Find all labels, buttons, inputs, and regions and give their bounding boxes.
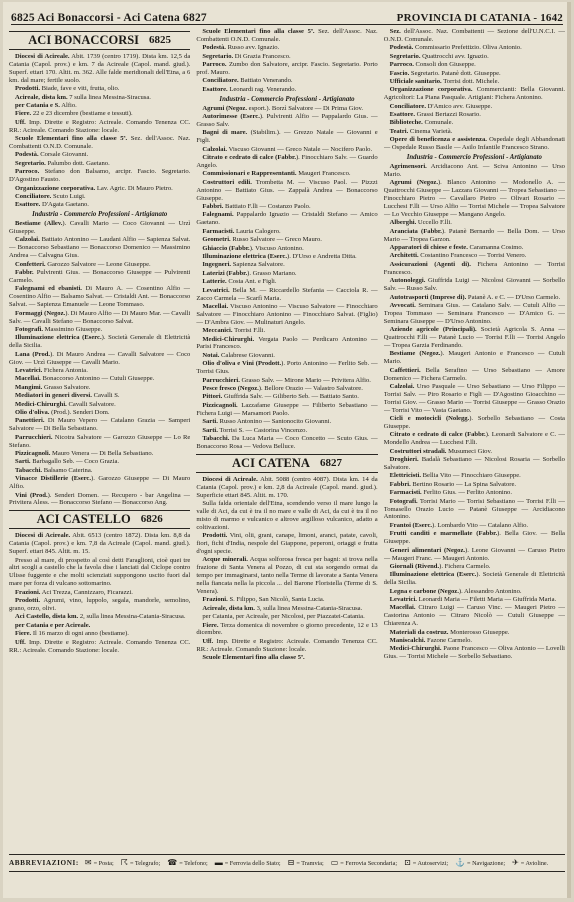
entry-paragraph: Fotografi. Torrisi Mario — Torrisi Sebastiano — Torrisi F.lli — Tomasello Orazio Lucio — Patanè Giuseppe — Arcidiacono Antonino. <box>383 497 565 521</box>
entry-paragraph: Autonoleggi. Giuffrida Luigi — Nicolosi Giovanni — Sorbello Salv. — Russo Salv. <box>383 277 565 293</box>
entry-paragraph: Bestiame (Allev.). Cavalli Mario — Coco Giovanni — Urzì Giuseppe. <box>9 220 191 236</box>
entry-paragraph: Pittori. Giuffrida Salv. — Giliberto Seb. — Battiato Santo. <box>202 393 359 401</box>
abbreviation-item <box>167 859 208 867</box>
entry-paragraph: Agrimensori. Arcidiacono Ant. — Sciva Antonino — Urso Mario. <box>383 163 565 178</box>
abbreviation-item <box>215 859 281 867</box>
entry-paragraph: Falegnami. Pappalardo Ignazio — Cristaldi Stefano — Amico Gaetano. <box>196 211 378 227</box>
column-3 <box>384 28 565 854</box>
abbreviations-list <box>85 859 548 867</box>
entry-paragraph: Parrucchieri. Nicotra Salvatore — Garozzo Giuseppe — Lo Re Stefano. <box>9 433 191 449</box>
entry-paragraph: Podestà. Russo avv. Ignazio. <box>202 44 280 52</box>
entry-paragraph: Levatrici. Fichera Antonia. <box>15 366 88 374</box>
running-header <box>11 8 563 25</box>
entry-paragraph: Fiere. Il 16 marzo di ogni anno (bestiame). <box>15 630 129 638</box>
header-right: PROVINCIA DI CATANIA - 1642 <box>396 12 563 24</box>
entry-paragraph: Agrumi (Negoz.). Blanco Antonino — Modonello A. — Quattrocchi Giuseppe — Lazzara Giovanni — Tropea Sebastiano — Finocchiaro Pietro — Cavallaro Pietro — Olivari Rosario — Lucchesi F.lli — Urso Alfio — Torrisi Michele — Tropea Salvatore — Lo Vecchio Giuseppe — Mangano Angelo. <box>383 179 565 218</box>
abbreviation-label: = Telegrafo; <box>129 859 161 867</box>
abbreviation-item <box>331 859 397 867</box>
entry-paragraph: Prodotti. Agrumi, vino, luppolo, segala, mandorle, semolino, grano, orzo, olivi. <box>9 597 191 612</box>
entry-paragraph: Olio d'oliva. (Prod.). Senderi Dom. <box>15 408 110 416</box>
post-icon: ✉ <box>84 858 92 867</box>
entry-paragraph: Frantoi (Eserc.). Lombardo Vito — Catalano Alfio. <box>389 521 529 529</box>
entry-paragraph: Pizzicagnoli. Mauro Venera — Di Bella Sebastiano. <box>15 450 154 457</box>
entry-paragraph: Vini (Prod.). Senderi Domen. — Recupero - bar Angelina — Privitera Aless. — Bonaccorso Stefano — Bonaccorso Ang. <box>9 491 191 507</box>
entry-paragraph: Materiali da costruz. Monterosso Giuseppe. <box>389 628 510 636</box>
entry-paragraph: Segretario. Quattrocchi avv. Ignazio. <box>389 52 489 60</box>
entry-paragraph: Segretario. Palumbo dott. Gaetano. <box>15 159 110 167</box>
entry-paragraph: Mediatori in generi diversi. Cavalli S. <box>15 392 120 400</box>
abbreviations-bar <box>9 854 565 872</box>
abbreviation-label: = Tramvia; <box>296 859 324 867</box>
abbreviation-item <box>288 859 324 867</box>
entry-paragraph: Avvocati. Seminara Gius. — Catalano Salv. — Cutuli Alfio — Tropea Tommaso — Seminara Francesco — D'Amico G. — Seminara Giuseppe — D'Urso Antonino. <box>383 301 565 325</box>
entry-paragraph: Organizzazione corporativa. Lav. Agric. Di Mauro Pietro. <box>15 184 173 192</box>
entry-paragraph: Citrato e cedrato di calce (Fabbr.). Leonardi Salvatore e C. — Mondello Andrea — Lucchesi F.lli. <box>383 431 565 447</box>
abbreviation-label: = Posta; <box>93 859 114 867</box>
entry-paragraph: Citrato e cedrato di calce (Fabbr.). Finocchiaro Salv. — Guardo Angelo. <box>196 154 378 169</box>
entry-paragraph: Conciliatore. Scuto Luigi. <box>15 192 86 200</box>
entry-paragraph: Formaggi (Negoz.). Di Mauro Alfio — Di Mauro Mar. — Cavalli Salv. — Cavalli Stefano — Bonaccorso Salvat. <box>9 309 191 325</box>
entry-paragraph: Podestà. Corsale Giovanni. <box>15 151 89 159</box>
entry-paragraph: Aziende agricole (Principali). Società Agricola S. Anna — Quattrocchi F.lli — Patanè Lucio — Torrisi F.lli — Torrisi Angelo — Tropea Garzia Ferdinando. <box>383 326 565 349</box>
entry-paragraph: Ghiaccio (Fabbr.). Viscuso Antonino. <box>202 244 304 252</box>
entry-paragraph: Pesce fresco (Negoz.). Bellore Orazio — Valastro Salvatore. <box>202 384 363 392</box>
entry-paragraph: Parroco. Zumbo don Salvatore, arcipr. Fascio. Segretario. Porto prof. Mauro. <box>196 61 378 77</box>
entry-paragraph: Costruttori stradali. Musumeci Giov. <box>389 447 492 455</box>
abbreviation-label: = Navigazione; <box>467 859 506 867</box>
entry-paragraph: Calzolai. Viscuso Giovanni — Greco Natale — Nocifero Paolo. <box>202 145 373 153</box>
entry-paragraph: Caffettieri. Bella Serafino — Urso Sebastiano — Amore Domenico — Fichera Carmelo. <box>383 366 565 382</box>
airline-icon: ✈ <box>512 858 519 867</box>
entry-paragraph: Latterie. Costa Ant. e Figli. <box>202 278 277 286</box>
abbreviation-label: = Ferrovia Secondaria; <box>340 859 398 867</box>
entry-paragraph: Calzolai. Urso Pasquale — Urso Sebastiano — Urso Filippo — Torrisi Salv. — Piro Rosario e Figli — D'Agostino Gioacchino — Torrisi Giov. — Grasso Mario — Torrisi Giuseppe — Grasso Orazio — Torrisi Vito — Vasta Gaetano. <box>383 382 565 414</box>
abbreviation-item <box>85 859 114 867</box>
section-heading <box>9 510 190 529</box>
entry-paragraph: Esattore. Grassi Bertazzi Rosario. <box>389 111 481 119</box>
entry-paragraph: Biblioteche. Comunale. <box>389 119 454 127</box>
entry-paragraph: Giornali (Rivend.). Fichera Carmelo. <box>389 562 491 570</box>
entry-paragraph: Mangimi. Grasso Salvatore. <box>15 383 91 391</box>
entry-paragraph: Conciliatore. Battiato Venerando. <box>202 77 293 85</box>
abbreviation-item <box>121 859 160 867</box>
entry-paragraph: Organizzazione corporativa. Commercianti: Bella Giovanni. Agricoltori: La Piana Pasquale. Artigiani: Fichera Antonino. <box>383 86 565 102</box>
entry-paragraph: Uff. Imp. Dirette e Registro: Acireale. Comando Tenenza CC. RR.: Acireale. Comando Stazione: locale. <box>9 638 191 654</box>
entry-paragraph: Sarti. Barbagallo Seb. — Coco Grazia. <box>15 458 120 466</box>
entry-paragraph: Droghieri. Badalà Sebastiano — Nicolosi Rosaria — Sorbello Salvatore. <box>383 456 565 472</box>
entry-paragraph: Presso al mare, di prospetto al così detti Faraglioni, cioè quei tre altri scogli a castello che la favola dise i lanciati dal Ciclope contro Ulisse fuggente e che molti scienziati suppongono uscito fuori dal mare per forza di vulcano sottomarino. <box>9 556 191 588</box>
entry-paragraph: Aranciata (Fabbr.). Patanè Bernardo — Bella Dom. — Urso Mario — Tropea Garzon. <box>383 227 565 243</box>
section-number: 6827 <box>319 456 342 469</box>
entry-paragraph: Acireale, dista km. 7 sulla linea Messina-Siracusa. <box>15 93 151 101</box>
entry-paragraph: Commissionari e Rappresentanti. Maugeri Francesco. <box>202 170 351 178</box>
entry-paragraph: Costruttori edili. Trombetta M. — Viscuso Paol. — Pizzzi Antonino — Battiato Gius. — Zappalà Andrea — Bonaccorso Giuseppe. <box>196 178 378 202</box>
entry-paragraph: Laterizi (Fabbr.). Grasso Mariano. <box>202 269 297 277</box>
abbreviation-item <box>455 859 505 867</box>
entry-paragraph: Assicurazioni (Agenti di). Fichera Antonino — Torrisi Francesco. <box>383 260 565 276</box>
text-columns <box>9 28 565 854</box>
section-number: 6826 <box>140 513 163 526</box>
entry-paragraph: Opere di beneficenza e assistenza. Ospedale degli Abbandonati — Ospedale Russo Basile — Asilo Infantile Francesco Strano. <box>383 136 565 152</box>
entry-paragraph: Acireale, dista km. 3, sulla linea Messina-Catania-Siracusa. <box>202 604 363 612</box>
entry-paragraph: Frazioni. S. Filippo, San Nicolò, Santa Lucia. <box>202 596 325 604</box>
entry-paragraph: Sarti. Russo Antonino — Santonocito Giovanni. <box>202 418 332 426</box>
section-number: 6825 <box>149 34 172 46</box>
entry-paragraph: Sarti. Torrisi S. — Castorina Vincenzo. <box>202 426 308 434</box>
entry-paragraph: Tabacchi. Da Luca Maria — Coco Concetto — Scuto Gius. — Bonaccorso Rosa — Vedova Belluce. <box>196 434 378 450</box>
telephone-icon: ☎ <box>167 858 178 867</box>
entry-paragraph: Diocesi di Acireale. Abit. 6513 (centro 1872). Dista km. 8,8 da Catania (Capol. prov.) e km. 7,8 da Acireale (Capol. mand. giud.). Superf. ettari 845. Altit. m. 15. <box>9 532 191 556</box>
entry-paragraph: Macellai. Bonaccorso Antonino — Cutuli Giuseppe. <box>15 375 155 383</box>
entry-paragraph: Apparatori di chiese e feste. Caramanna Cosimo. <box>389 244 524 252</box>
entry-paragraph: Medici-Chirurghi. Paone Francesco — Oliva Antonio — Lovelli Gius. — Torrisi Michele — Sorbello Sebastiano. <box>383 645 565 661</box>
abbreviation-label: = Avioline. <box>520 859 549 867</box>
entry-paragraph: Podestà. Commissario Prefettizio. Oliva Antonio. <box>389 44 522 52</box>
entry-paragraph: Meccanici. Torrisi F.lli. <box>202 327 266 335</box>
abbreviation-label: = Ferrovia dello Stato; <box>224 859 281 867</box>
entry-paragraph: Lana (Prod.). Di Mauro Andrea — Cavalli Salvatore — Coco Giov. — Urzì Giuseppe — Cavalli Mario. <box>9 350 191 366</box>
entry-paragraph: Tabacchi. Balsamo Caterina. <box>15 466 93 474</box>
entry-paragraph: Fotografi. Massimino Giuseppe. <box>15 325 103 333</box>
subsection-heading: Industria - Commercio Professioni - Artigianato <box>219 95 355 103</box>
subsection-heading: Industria - Commercio Professioni - Artigianato <box>32 211 168 219</box>
entry-paragraph: Notai. Calabrese Giovanni. <box>202 351 275 359</box>
entry-paragraph: Bagni di mare. (Stabilim.). — Grezzo Natale — Giovanni e Figli. <box>196 129 378 145</box>
section-title: ACI CATENA <box>232 455 310 470</box>
entry-paragraph: Macellai. Viscuso Antonino — Viscuso Salvatore — Finocchiaro Salvatore — Finocchiaro Antonino — Finocchiaro Salvat. (Figlio) — D'Ambra Giov. — Mulinaturi Angelo. <box>196 302 378 326</box>
abbreviations-title: ABBREVIAZIONI: <box>9 859 79 867</box>
entry-paragraph: Teatri. Cinema Varietà. <box>389 127 453 135</box>
entry-paragraph: Elettricisti. Bellia Vito — Finocchiaro Giuseppe. <box>389 472 521 480</box>
column-2 <box>196 28 377 854</box>
section-heading <box>196 454 377 473</box>
section-title: ACI CASTELLO <box>36 512 131 527</box>
entry-paragraph: Generi alimentari (Negoz.). Leone Giovanni — Caruso Pietro — Maugeri Franc. — Maugeri Antonio. <box>383 546 565 562</box>
entry-paragraph: Conciliatore. D'Amico avv. Giuseppe. <box>389 102 493 110</box>
entry-paragraph: per Catania, per Acireale, per Nicolosi, per Piazzatei-Catania. <box>202 613 365 621</box>
entry-paragraph: Autotrasporti (Imprese di). Patanè A. e C. — D'Urso Carmelo. <box>389 293 561 301</box>
subsection-heading: Industria - Commercio Professioni - Artigianato <box>406 154 542 162</box>
entry-paragraph: Medici-Chirurghi. Vergata Paolo — Perdicaro Antonino — Parisi Francesco. <box>196 335 378 351</box>
entry-paragraph: Farmacisti. Lauria Calogero. <box>202 227 281 235</box>
entry-paragraph: Architetti. Costantino Francesco — Torrisi Venero. <box>389 252 527 260</box>
entry-paragraph: Scuole Elementari fino alla classe 5ª. Sez. dell'Assoc. Naz. Combattenti O.N.D. Comunale. <box>196 28 378 43</box>
abbreviation-label: = Autoservizi; <box>412 859 449 867</box>
entry-paragraph: Agrumi (Negoz. esport.). Borzì Salvatore — Di Prima Giov. <box>202 104 364 112</box>
entry-paragraph: Bestiame (Negoz.). Maugeri Antonio e Francesco — Cutuli Mario. <box>383 350 565 366</box>
entry-paragraph: Legna e carbone (Negoz.). Alessandro Antonino. <box>389 587 522 595</box>
entry-paragraph: Frutti canditi e marmellate (Fabbr.). Bella Giov. — Bella Giuseppe. <box>383 530 565 546</box>
entry-paragraph: Olio d'oliva e Vini (Prodott.). Porto Antonino — Ferlito Seb. — Torrisi Gius. <box>196 360 378 376</box>
secondary-railway-icon: ▭ <box>330 858 339 867</box>
entry-paragraph: Confetteri. Garozzo Salvatore — Leone Giuseppe. <box>15 260 151 268</box>
entry-paragraph: Macellai. Citraro Luigi — Caruso Vinc. — Maugeri Pietro — Castorina Antonio — Citraro Nicolò — Cutuli Giuseppe — Chiarenza A. <box>383 604 565 628</box>
entry-paragraph: Farmacisti. Ferlito Gius. — Ferlito Antonino. <box>389 489 513 497</box>
entry-paragraph: Diocesi di Acireale. Abit. 1739 (centro 1719). Dista km. 12,5 da Catania (Capol. prov.) e km. 7 da Acireale (Capol. mand. giud.). Superf. ettari 170. Altit. m. 362. Alle falde meridionali dell'Etna, a 6 km. dal mare; fertile suolo. <box>9 53 191 84</box>
entry-paragraph: per Catania e per Acireale. <box>15 621 91 629</box>
entry-paragraph: Scuole Elementari fino alla classe 5ª. <box>202 654 305 662</box>
entry-paragraph: Prodotti. Vini, olii, grani, canape, limoni, aranci, patate, cavoli, fiori, fichi d'India, nespole del Giappone, peperoni, ortaggi e frutta d'ogni specie. <box>196 532 378 555</box>
entry-paragraph: Fiere. Terza domenica di novembre o giorno precedente, 12 e 13 dicembre. <box>196 621 378 637</box>
entry-paragraph: Diocesi di Acireale. Abit. 5088 (centro 4087). Dista km. 14 da Catania (Capol. prov.) e km. 2,8 da Acireale (Capol. mand. giud.). Superficie ettari 845. Altit. m. 170. <box>196 475 378 499</box>
entry-paragraph: Ufficiale sanitario. Torrisi dott. Michele. <box>389 77 500 85</box>
abbreviation-label: = Telefono; <box>179 859 208 867</box>
abbreviation-item <box>512 859 548 867</box>
entry-paragraph: Cicli e motocicli (Nolegg.). Sorbello Sebastiano — Costa Giuseppe. <box>383 415 565 430</box>
entry-paragraph: Scuole Elementari fino alla classe 5ª. Sez. dell'Assoc. Naz. Combattenti O.N.D. Comunale. <box>9 135 191 150</box>
entry-paragraph: Frazioni. Aci Trezza, Cannizzaro, Ficarazzi. <box>15 588 133 596</box>
entry-paragraph: Parroco. Consoli don Giuseppe. <box>389 61 476 69</box>
entry-paragraph: Pizzicagnoli. Lazzafame Giuseppe — Filiberto Sebastiano — Fichera Luigi — Marsamori Paolo. <box>196 401 378 417</box>
entry-paragraph: Calzolai. Battiato Antonino — Laudani Alfio — Sapienza Salvat. — Bonaccorso Sebastiano — Bonaccorso Domenico — Massimino Andrea — Calvagna Gius. <box>9 236 191 260</box>
entry-paragraph: Alberghi. Uccello F.lli. <box>389 219 452 227</box>
entry-paragraph: Sez. dell'Assoc. Naz. Combattenti — Sezione dell'U.N.C.I. — O.N.D. Comunale. <box>383 28 565 43</box>
entry-paragraph: Parrucchieri. Grasso Salv. — Mirone Mario — Privitera Alfio. <box>202 376 371 384</box>
entry-paragraph: Maniscalchi. Fazone Carmelo. <box>389 637 473 645</box>
entry-paragraph: Uff. Imp. Dirette e Registro: Acireale. Comando Tenenza CC. RR.: Acireale. Comando Stazione: locale. <box>196 637 378 653</box>
entry-paragraph: Illuminazione elettrica (Eserc.). Società Generale di Elettricità della Sicilia. <box>9 334 191 350</box>
section-heading <box>9 31 190 50</box>
entry-paragraph: Uff. Imp. Dirette e Registro: Acireale. Comando Tenenza CC. RR.: Acireale. Comando Stazione: locale. <box>9 118 191 134</box>
entry-paragraph: Aci Castello, dista km. 2, sulla linea Messina-Catania-Siracusa. <box>15 613 186 621</box>
entry-paragraph: Autorimesse (Eserc.). Pulvirenti Alfio — Pappalardo Gius. — Grasso Salv. <box>196 113 378 128</box>
entry-paragraph: Vinacce Distillerie (Eserc.). Garozzo Giuseppe — Di Mauro Alfio. <box>9 475 191 491</box>
entry-paragraph: Illuminazione elettrica (Eserc.). D'Urso e Andretta Ditta. <box>202 252 357 260</box>
navigation-icon: ⚓ <box>455 858 466 867</box>
entry-paragraph: Falegnami ed ebanisti. Di Mauro A. — Cosentino Alfio — Cosentino Alfio — Balsamo Salvat. — Cristaldi Ant. — Bonaccorso Salvat. — Sapienza Emanuele — Leone Tommaso. <box>9 285 191 309</box>
entry-paragraph: Illuminazione elettrica (Eserc.). Società Generale di Elettricità della Sicilia. <box>383 571 565 587</box>
entry-paragraph: Segretario. Di Grazia Francesco. <box>202 52 291 60</box>
abbreviation-item <box>404 859 448 867</box>
entry-paragraph: Geometri. Russo Salvatore — Greco Mauro. <box>202 236 322 244</box>
entry-paragraph: Acque minerali. Acqua solforosa fresca per bagni: si trova nella frazione di Santa Venera al Pozzo, di cui sta sorgendo ormai da tempo per immaginarsi, tanto nella Terme di lavorate a Santa Venera nella fiancata nella la piccola ... del Barone Floristella (Terme di S. Venera). <box>196 556 378 595</box>
entry-paragraph: Esattore. D'Agata Gaetano. <box>15 201 89 209</box>
page-gutter <box>567 2 571 898</box>
entry-paragraph: Fabbri. Battiato F.lli — Costanzo Paolo. <box>202 203 311 211</box>
column-1 <box>9 28 190 854</box>
telegraph-icon: ☈ <box>120 858 128 867</box>
entry-paragraph: Levatrici. Bella M. — Riccardello Stefania — Cacciola R. — Zacco Carmela — Scarfì Maria. <box>196 286 378 302</box>
header-left: 6825 Aci Bonaccorsi - Aci Catena 6827 <box>11 12 207 24</box>
entry-paragraph: Ingegneri. Sapienza Salvatore. <box>202 261 285 269</box>
tram-icon: ⊟ <box>287 858 295 867</box>
entry-paragraph: Panettieri. Di Mauro Vepero — Catalano Grazia — Samperi Salvatore — Di Bella Sebastiano. <box>9 417 191 433</box>
entry-paragraph: per Catania e S. Alfio. <box>15 101 77 109</box>
entry-paragraph: Medici-Chirurghi. Cavalli Salvatore. <box>15 400 116 408</box>
entry-paragraph: Levatrici. Leonardi Maria — Filetti Maria — Giuffrida Maria. <box>389 596 557 604</box>
state-railway-icon: ▬ <box>214 858 223 867</box>
entry-paragraph: Prodotti. Biade, fave e viti, frutta, olio. <box>15 85 120 93</box>
entry-paragraph: Fabbr. Pulvirenti Gius. — Bonaccorso Giuseppe — Pulvirenti Carmelo. <box>9 269 191 284</box>
directory-page <box>3 2 571 898</box>
section-title: ACI BONACCORSI <box>28 33 140 47</box>
entry-paragraph: Fabbri. Bertino Rosario — La Spina Salvatore. <box>389 480 517 488</box>
entry-paragraph: Esattore. Leonardi rag. Venerando. <box>202 85 297 93</box>
entry-paragraph: Parroco. Stefano don Balsamo, arcipr. Fascio. Segretario. D'Agostino Fausto. <box>9 168 191 184</box>
entry-paragraph: Sulla falda orientale dell'Etna, scendendo verso il mare lungo la valle di Aci, da cui è tra il no mare e valle di Aci, da cui è tra il no misto di marmo e vulcanico e altrove argilloso vulcanico, adatto a coltivazioni. <box>196 499 378 531</box>
entry-paragraph: Fascio. Segretario. Patanè dott. Giuseppe. <box>389 69 501 77</box>
entry-paragraph: Fiere. 22 e 23 dicembre (bestiame e tessuti). <box>15 110 133 118</box>
bus-icon: ⊡ <box>404 858 411 867</box>
